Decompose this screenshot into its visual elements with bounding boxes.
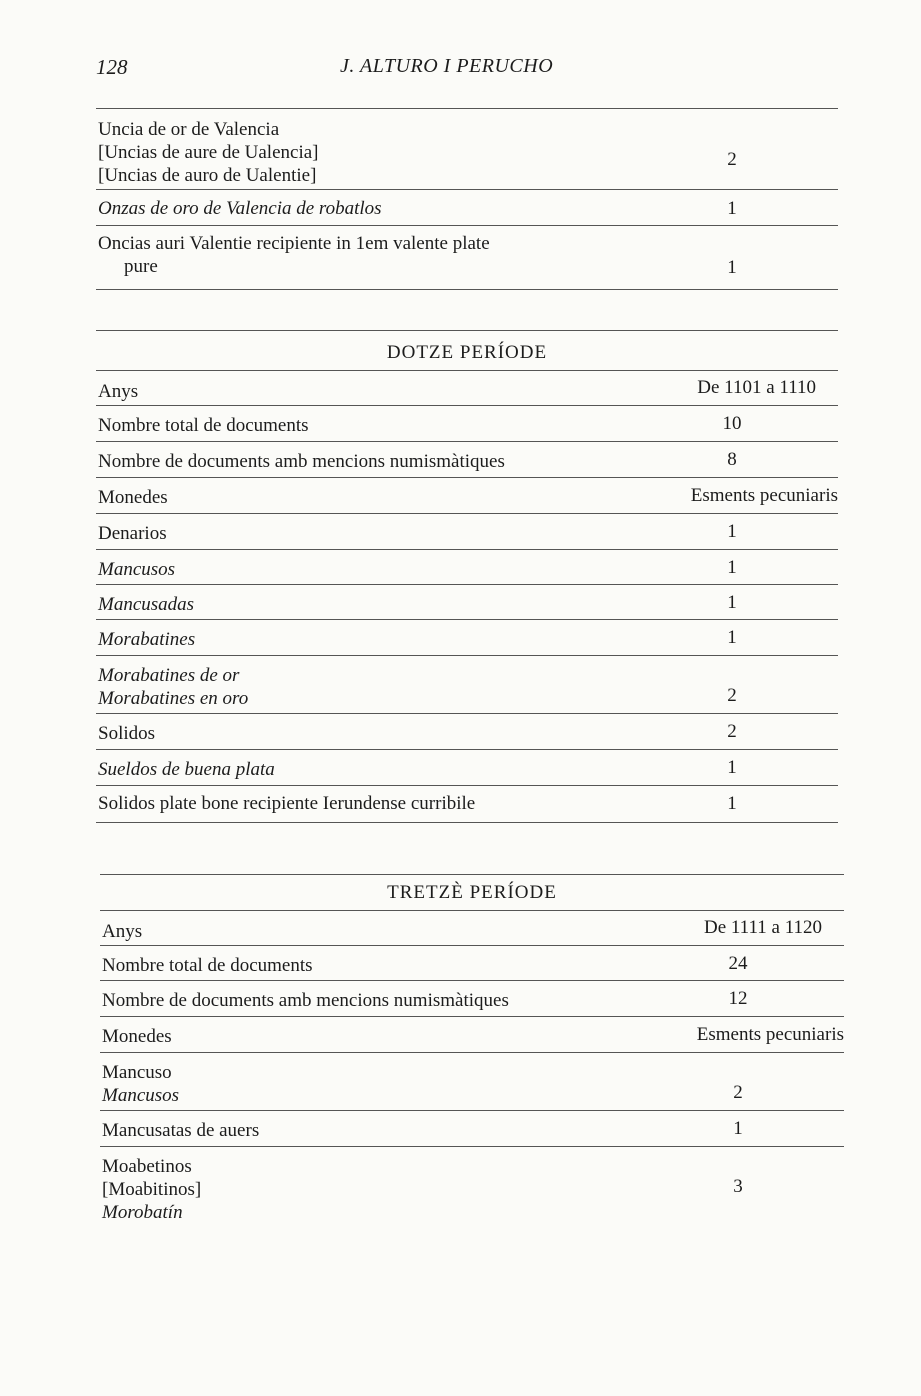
coins-value: Esments pecuniaris (690, 485, 838, 506)
row-value: 1 (727, 592, 737, 613)
rule (96, 785, 838, 786)
rule (100, 1146, 844, 1147)
row-label-line: Oncias auri Valentie recipiente in 1em valente plate (98, 233, 490, 254)
row-label: Solidos plate bone recipiente Ierundense curribile (98, 793, 476, 814)
rule (96, 513, 838, 514)
period-13-table (100, 874, 844, 1234)
row-label-line: Mancusos (102, 1085, 180, 1106)
rule (96, 713, 838, 714)
row-value: 2 (727, 149, 737, 170)
rule (96, 225, 838, 226)
row-label: Sueldos de buena plata (98, 759, 275, 780)
running-head: J. ALTURO I PERUCHO (340, 55, 554, 77)
row-value: 1 (727, 521, 737, 542)
period-12-table (96, 330, 838, 830)
section-title: DOTZE PERÍODE (386, 342, 548, 363)
years-label: Anys (98, 381, 139, 402)
coins-label: Monedes (98, 487, 168, 508)
rule (96, 370, 838, 371)
row-label: Denarios (98, 523, 167, 544)
num-docs-value: 8 (727, 449, 737, 470)
num-docs-label: Nombre de documents amb mencions numismàtiques (102, 990, 509, 1011)
row-label: Morabatines (98, 629, 196, 650)
page-header (96, 55, 836, 85)
total-value: 10 (722, 413, 742, 434)
row-label-line: Morobatín (102, 1202, 183, 1223)
row-value: 1 (727, 627, 737, 648)
row-label-line: Moabetinos (102, 1156, 192, 1177)
row-value: 1 (727, 793, 737, 814)
row-label-line: [Uncias de aure de Ualencia] (98, 142, 319, 163)
num-docs-value: 12 (728, 988, 748, 1009)
row-label: Mancusatas de auers (102, 1120, 260, 1141)
rule (96, 549, 838, 550)
section-title: TRETZÈ PERÍODE (387, 882, 557, 903)
years-label: Anys (102, 921, 143, 942)
rule (96, 289, 838, 290)
years-value: De 1101 a 1110 (697, 377, 816, 398)
row-value: 1 (727, 198, 737, 219)
row-label-line: Uncia de or de Valencia (98, 119, 280, 140)
years-value: De 1111 a 1120 (703, 917, 822, 938)
rule (96, 330, 838, 331)
rule (100, 1016, 844, 1017)
rule (100, 945, 844, 946)
row-value: 1 (727, 757, 737, 778)
page-number: 128 (96, 55, 128, 79)
row-label: Mancusadas (98, 594, 195, 615)
rule (100, 874, 844, 875)
rule (100, 1110, 844, 1111)
row-label: Solidos (98, 723, 156, 744)
row-label-line: Onzas de oro de Valencia de robatlos (98, 198, 382, 219)
rule (96, 108, 838, 109)
rule (100, 980, 844, 981)
row-label-line: Morabatines de or (98, 665, 240, 686)
row-value: 1 (727, 557, 737, 578)
rule (96, 655, 838, 656)
rule (96, 749, 838, 750)
rule (96, 619, 838, 620)
total-label: Nombre total de documents (102, 955, 313, 976)
row-label-line: [Moabitinos] (102, 1179, 202, 1200)
rule (96, 405, 838, 406)
row-label-line: Morabatines en oro (98, 688, 249, 709)
num-docs-label: Nombre de documents amb mencions numismàtiques (98, 451, 505, 472)
row-label-line: [Uncias de auro de Ualentie] (98, 165, 317, 186)
row-label: Mancusos (98, 559, 176, 580)
row-value: 3 (733, 1176, 743, 1197)
rule (96, 822, 838, 823)
row-value: 2 (727, 685, 737, 706)
rule (100, 910, 844, 911)
row-value: 1 (727, 257, 737, 278)
row-label-line: Mancuso (102, 1062, 172, 1083)
row-value: 2 (733, 1082, 743, 1103)
rule (96, 441, 838, 442)
row-value: 1 (733, 1118, 743, 1139)
table-top (96, 104, 838, 294)
coins-value: Esments pecuniaris (696, 1024, 844, 1045)
row-value: 2 (727, 721, 737, 742)
rule (96, 584, 838, 585)
rule (96, 477, 838, 478)
total-value: 24 (728, 953, 748, 974)
total-label: Nombre total de documents (98, 415, 309, 436)
row-label-line: pure (124, 256, 158, 277)
rule (96, 189, 838, 190)
coins-label: Monedes (102, 1026, 172, 1047)
rule (100, 1052, 844, 1053)
